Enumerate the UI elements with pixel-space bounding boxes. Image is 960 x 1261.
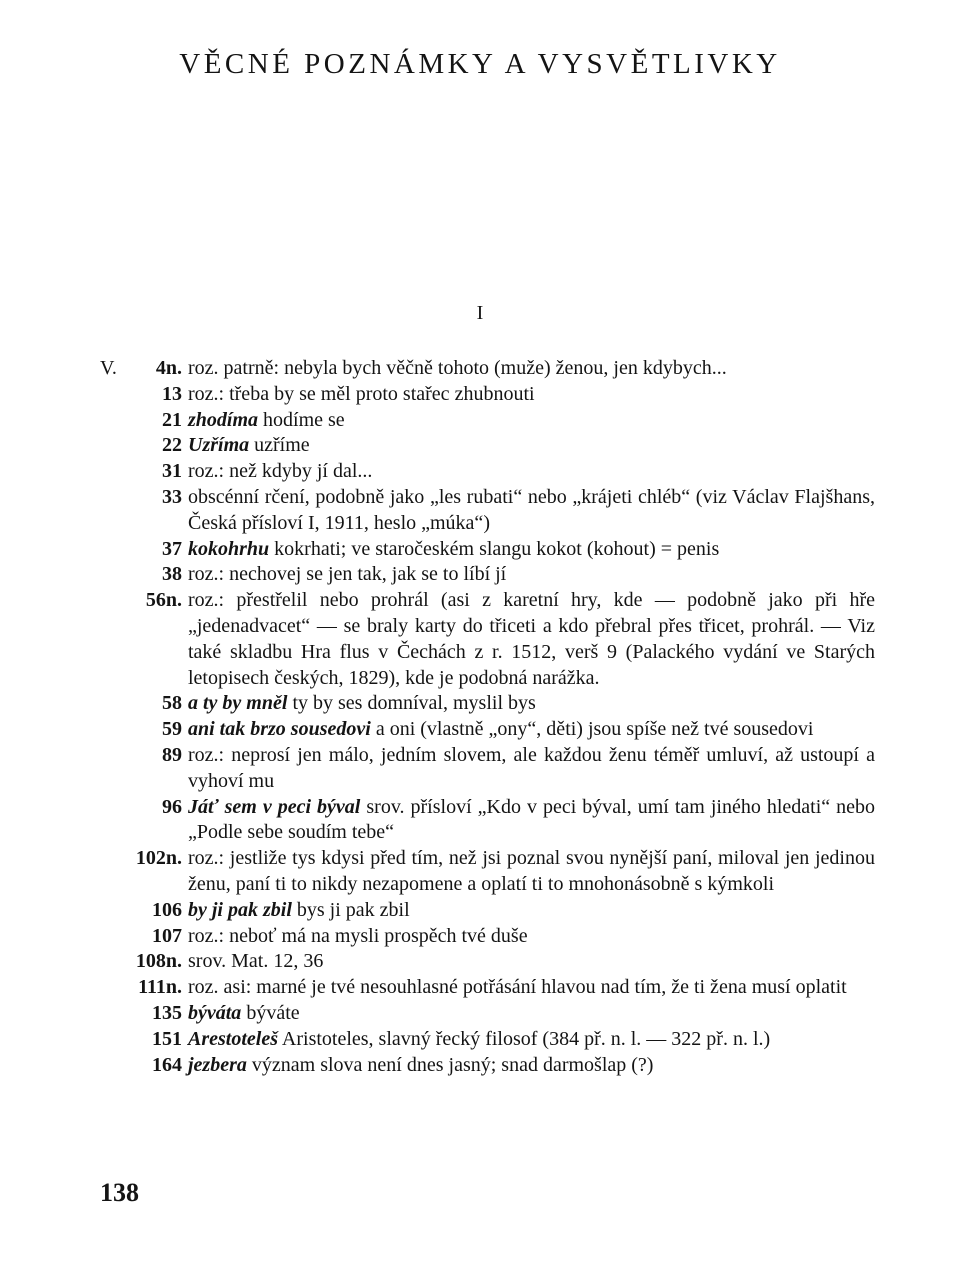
chapter-label: V. [100,357,117,379]
note-explanation: bys ji pak zbil [296,898,410,921]
note-explanation: význam slova není dnes jasný; snad darmošlap (?) [251,1053,654,1076]
note-entry [100,846,875,898]
note-entry [100,588,875,691]
note-explanation: roz.: jestliže tys kdysi před tím, než jsi poznal svou nynější paní, miloval jen jedinou ženu, paní ti to nikdy nezapomene a oplatí ti to mnohonásobně s kýmkoli [188,847,875,895]
note-explanation: roz.: přestřelil nebo prohrál (asi z karetní hry, kde — podobně jako při hře „jedenadvacet“ — se braly karty do třiceti a kdo přebral přes třicet, prohrál. — Viz také skladbu Hra flus v Čechách z r. 1512, verš 9 (Palackého vydání ve Starých letopisech českých, 1829), kde je podobná narážka. [188,589,875,689]
note-text [188,1053,875,1079]
note-entry [100,382,875,408]
note-explanation: roz.: neprosí jen málo, jedním slovem, ale každou ženu téměř umluví, až ustoupí a vyhoví mu [188,743,875,792]
note-explanation: ty by ses domníval, myslil bys [292,692,536,715]
note-term: býváta [188,1001,242,1024]
note-text [188,1001,875,1027]
verse-number: 96 [162,795,182,818]
note-entry [100,433,875,459]
note-term: a ty by mněl [188,692,288,715]
note-text [188,898,875,924]
note-explanation: obscénní rčení, podobně jako „les rubati“ nebo „krájeti chléb“ (viz Václav Flajšhans, Česká přísloví I, 1911, heslo „múka“) [188,485,875,534]
note-entry [100,562,875,588]
verse-number: 111n. [138,976,182,999]
note-explanation: roz. asi: marné je tvé nesouhlasné potřásání hlavou nad tím, že ti žena musí oplatit [188,976,847,999]
note-explanation: hodíme se [263,408,345,431]
note-term: zhodíma [188,408,259,431]
note-explanation: a oni (vlastně „ony“, děti) jsou spíše než tvé sousedovi [375,718,814,741]
verse-number: 151 [152,1027,182,1050]
note-text [188,1027,875,1053]
note-text [188,691,875,717]
note-text [188,433,875,459]
note-text [188,408,875,434]
page-number: 138 [100,1178,139,1207]
note-explanation: roz.: nechovej se jen tak, jak se to líbí jí [188,563,507,586]
note-explanation: roz.: než kdyby jí dal... [188,460,373,483]
note-text [188,846,875,898]
note-entry [100,537,875,563]
note-explanation: uzříme [254,434,310,457]
note-term: ani tak brzo sousedovi [188,718,371,741]
verse-number: 37 [162,537,182,560]
note-term: Jáť sem v peci býval [188,795,361,818]
section-number: I [476,302,484,324]
note-term: Uzříma [188,434,250,457]
page-title: VĚCNÉ POZNÁMKY A VYSVĚTLIVKY [179,48,781,80]
verse-number: 102n. [135,847,182,870]
verse-number: 89 [162,743,182,766]
note-entry [100,717,875,743]
verse-number: 135 [152,1001,182,1024]
note-term: jezbera [188,1053,247,1076]
verse-number: 31 [162,460,182,483]
verse-number: 58 [162,692,182,715]
note-entry [100,949,875,975]
note-entry [100,356,875,382]
verse-number: 4n. [155,357,182,379]
note-term: Arestoteleš [188,1027,278,1050]
note-explanation: Aristoteles, slavný řecký filosof (384 př. n. l. — 322 př. n. l.) [281,1027,771,1050]
note-text [188,562,875,588]
note-explanation: roz.: třeba by se měl proto stařec zhubnouti [188,382,535,405]
note-term: by ji pak zbil [188,898,292,921]
notes-list [100,356,875,1078]
note-text [188,795,875,847]
note-explanation: srov. Mat. 12, 36 [188,950,324,973]
verse-number: 22 [162,434,182,457]
note-text [188,356,875,382]
verse-number: 107 [152,924,182,947]
verse-number: 33 [162,485,182,508]
verse-number: 108n. [135,950,182,973]
note-text [188,382,875,408]
note-entry [100,459,875,485]
note-explanation: roz. patrně: nebyla bych věčně tohoto (muže) ženou, jen kdybych... [188,357,727,379]
verse-number: 106 [152,898,182,921]
note-explanation: kokrhati; ve staročeském slangu kokot (kohout) = penis [274,537,720,560]
note-text [188,975,875,1001]
note-text [188,949,875,975]
verse-number: 38 [162,563,182,586]
note-entry [100,743,875,795]
verse-number: 56n. [145,589,182,612]
note-text [188,717,875,743]
note-entry [100,975,875,1001]
note-entry [100,485,875,537]
note-entry [100,898,875,924]
note-text [188,537,875,563]
note-text [188,459,875,485]
note-entry [100,408,875,434]
note-entry [100,1027,875,1053]
verse-number: 21 [162,408,182,431]
note-entry [100,691,875,717]
note-entry [100,1053,875,1079]
note-entry [100,1001,875,1027]
note-text [188,485,875,537]
note-entry [100,795,875,847]
note-entry [100,924,875,950]
note-text [188,743,875,795]
verse-number: 59 [162,718,182,741]
note-text [188,924,875,950]
note-text [188,588,875,691]
note-explanation: roz.: neboť má na mysli prospěch tvé duše [188,924,528,947]
note-explanation: srov. přísloví „Kdo v peci býval, umí tam jiného hledati“ nebo „Podle sebe soudím tebe“ [188,795,876,844]
verse-number: 13 [162,382,182,405]
note-explanation: býváte [246,1001,300,1024]
verse-number: 164 [152,1053,182,1076]
note-term: kokohrhu [188,537,270,560]
